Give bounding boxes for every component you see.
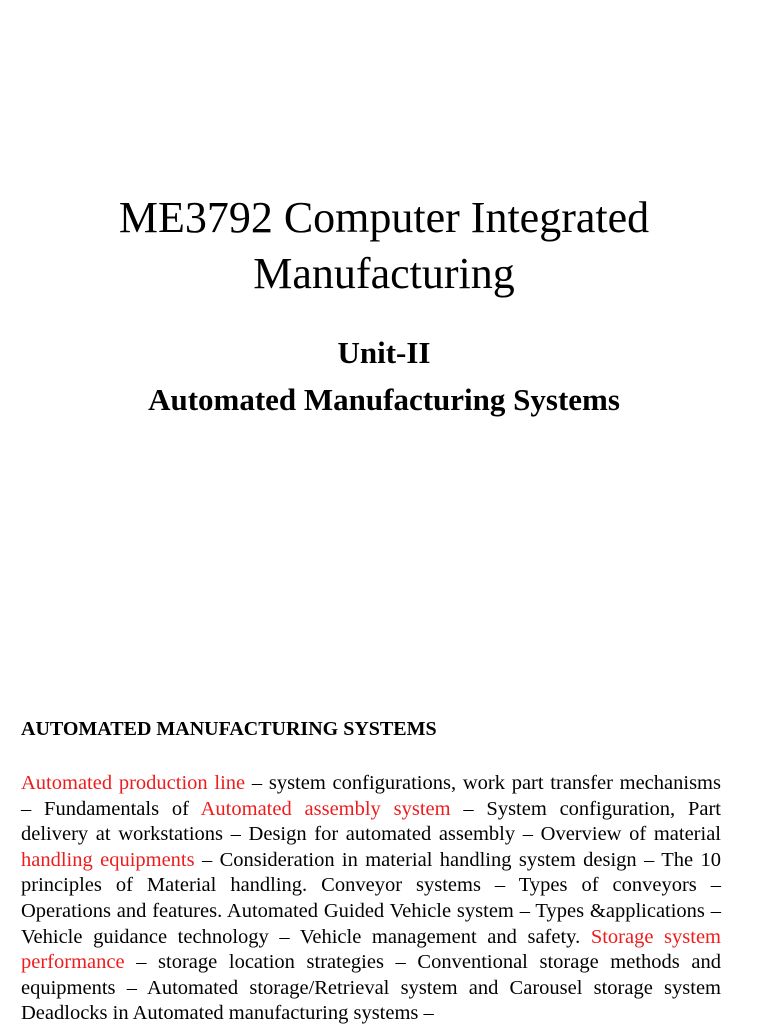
document-title	[0, 190, 768, 302]
document-title-line-1: ME3792 Computer Integrated	[118, 193, 650, 242]
document-title-line-2: Manufacturing	[253, 249, 515, 298]
highlight-automated-assembly-system: Automated assembly system	[200, 797, 451, 820]
highlight-storage-system-performance: Storage system performance	[21, 925, 721, 974]
paragraph-text-2: – System configuration, Part delivery at workstations – Design for automated assembly – Overview of material	[21, 797, 721, 846]
section-heading: AUTOMATED MANUFACTURING SYSTEMS	[21, 718, 437, 740]
unit-subtitle: Automated Manufacturing Systems	[148, 382, 620, 417]
highlight-handling-equipments: handling equipments	[21, 848, 195, 871]
unit-heading: Unit-II	[337, 335, 431, 370]
paragraph-text-4: – storage location strategies – Conventional storage methods and equipments – Automated storage/Retrieval system and Carousel storage system Deadlocks in Automated manufacturing systems –	[21, 951, 721, 1025]
syllabus-paragraph	[21, 771, 721, 1027]
paragraph-text-3: – Consideration in material handling system design – The 10 principles of Material handling. Conveyor systems – Types of conveyors – Operations and features. Automated Guided Vehicle system – Types &applications – Vehicle guidance technology – Vehicle management and safety.	[21, 848, 721, 948]
paragraph-text-1: – system configurations, work part transfer mechanisms – Fundamentals of	[21, 772, 721, 820]
highlight-automated-production-line: Automated production line	[21, 772, 246, 794]
